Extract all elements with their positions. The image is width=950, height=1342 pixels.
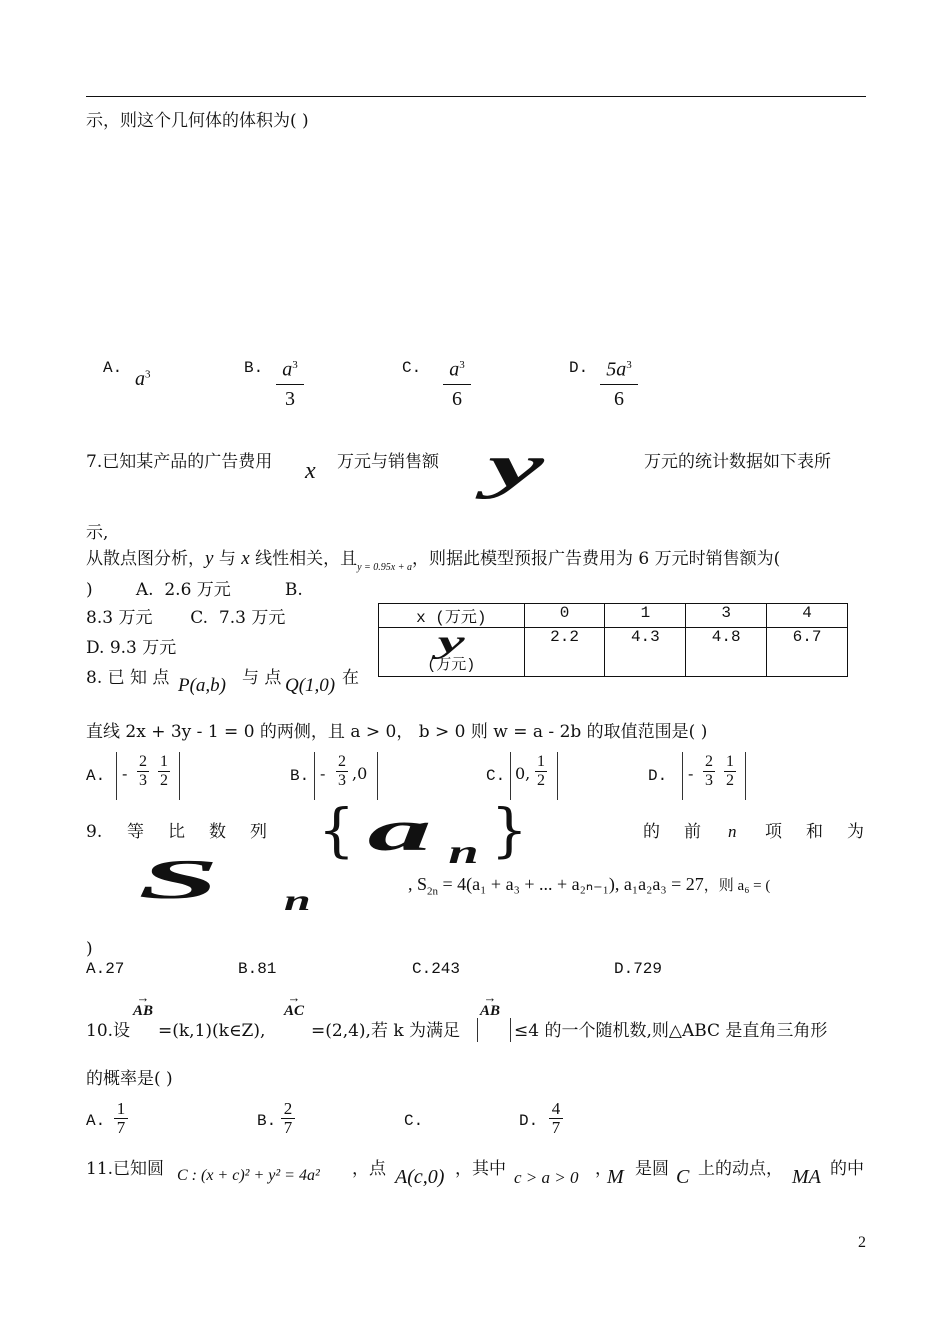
q10-option-c-label: C. (404, 1112, 424, 1130)
q7-text-3: 万元的统计数据如下表所 (644, 452, 831, 472)
page-number: 2 (858, 1234, 866, 1251)
q10-option-b-frac: 2 7 (281, 1100, 295, 1137)
table-cell-y-label: y (万元) (379, 628, 525, 677)
q7-text-line5: 8.3 万元 C. 7.3 万元 (86, 608, 286, 628)
q9-option-a: A.27 (86, 960, 125, 978)
q8-option-a-frac2: 1 2 (160, 753, 168, 789)
q8-option-b-label: B. (290, 767, 310, 785)
q9-char: 和 (806, 822, 823, 842)
q11-text-5: 是圆 (635, 1159, 669, 1179)
q10-vector-ab: → AB (133, 990, 154, 1019)
q7-text-line2: 示, (86, 523, 109, 543)
q10-vector-ac: → AC (284, 990, 305, 1019)
q10-abs-bar-right (510, 1018, 511, 1042)
q8-option-c-left: 0, (515, 764, 531, 783)
q8-option-d-frac2: 1 2 (726, 753, 734, 789)
q11-text-6: 上的动点， (698, 1159, 783, 1179)
q9-char: 9. (86, 822, 103, 842)
q8-option-b-rest: ,0 (352, 764, 368, 783)
q11-text-2: ，点 (352, 1159, 386, 1179)
q6-option-c-fraction: $a^3$ 6 (443, 352, 471, 412)
q9-char: 为 (847, 822, 864, 842)
q8-option-d-minus: - (688, 764, 694, 783)
q6-option-a-label: A. (103, 359, 123, 377)
q6-option-d-fraction: $5a^3$ 6 (600, 352, 638, 412)
q8-text-2: 与 点 (242, 668, 282, 688)
q8-option-c-label: C. (486, 767, 506, 785)
q9-char: n (728, 822, 737, 841)
q8-text-1: 8. 已 知 点 (86, 668, 170, 688)
q10-option-a-label: A. (86, 1112, 106, 1130)
q7-text-2: 万元与销售额 (337, 452, 439, 472)
table-cell: 0 (524, 604, 605, 628)
q9-option-b: B.81 (238, 960, 277, 978)
q10-text-2: 的概率是( ) (86, 1069, 173, 1089)
q9-close-paren: ) (86, 939, 93, 959)
table-cell: 4.8 (686, 628, 767, 677)
q8-option-a-label: A. (86, 767, 106, 785)
q8-option-b-frac: 2 3 (338, 753, 346, 789)
q11-text-7: 的中 (830, 1159, 864, 1179)
q11-text-1: 11.已知圆 (86, 1159, 165, 1179)
table-cell-x-label: x (万元) (379, 604, 525, 628)
q11-point-a: A(c,0) (395, 1166, 445, 1188)
q9-char: 的 (643, 822, 660, 842)
q10-text-1c: =(2,4),若 k 为满足 (311, 1021, 461, 1041)
q8-text-line2: 直线 2x + 3y - 1 = 0 的两侧，且 a > 0， b > 0 则 w = a - 2b 的取值范围是( ) (86, 722, 708, 742)
q6-option-a-expr: $a^3$ (135, 368, 151, 390)
q10-option-d-label: D. (519, 1112, 539, 1130)
table-cell: 1 (605, 604, 686, 628)
q10-vector-ab-abs: → AB (480, 990, 501, 1019)
q9-char: 项 (765, 822, 782, 842)
q9-char: 前 (684, 822, 701, 842)
q11-var-c: C (676, 1166, 690, 1188)
q6-option-b-fraction: $a^3$ 3 (276, 352, 304, 412)
q9-char: 比 (168, 822, 185, 842)
q6-option-d-label: D. (569, 359, 589, 377)
q9-sn-large: S $_n$ (138, 849, 311, 918)
q11-text-3: ，其中 (455, 1159, 506, 1179)
table-row (379, 628, 848, 677)
q8-option-a-frac1: 2 3 (139, 753, 147, 789)
q8-option-b-minus: - (320, 764, 326, 783)
q11-circle-eq: C : (x + c)² + y² = 4a² (177, 1167, 320, 1184)
q8-option-a-minus: - (122, 764, 128, 783)
q7-text-line6: D. 9.3 万元 (86, 638, 177, 658)
q10-text-1b: =(k,1)(k∈Z), (158, 1021, 266, 1041)
q10-option-d-frac: 4 7 (549, 1100, 563, 1137)
q7-text-line3: 从散点图分析，y 与 x 线性相关，且$_{y = 0.95x + a}$，则据此模型预报广告费用为 6 万元时销售额为( (86, 548, 781, 573)
q10-text-1a: 10.设 (86, 1021, 131, 1041)
table-cell: 2.2 (524, 628, 605, 677)
q10-option-b-label: B. (257, 1112, 277, 1130)
q8-option-d-frac1: 2 3 (705, 753, 713, 789)
table-cell: 3 (686, 604, 767, 628)
q8-text-3: 在 (342, 668, 359, 688)
table-cell: 4.3 (605, 628, 686, 677)
q9-condition: , $S_{2n} = 4(a_1 + a_3$ + ... + a₂ₙ₋₁), a₁a₂a₃ = 27，则 a₆ = ( (408, 874, 771, 898)
q10-option-a-frac: 1 7 (114, 1100, 128, 1137)
q7-text-1: 7.已知某产品的广告费用 (86, 452, 273, 472)
q7-var-y-large: y (488, 433, 544, 499)
q8-option-c-frac: 1 2 (537, 753, 545, 789)
q6-option-c-label: C. (402, 359, 422, 377)
q9-option-c: C.243 (412, 960, 461, 978)
q8-point-p: P(a,b) (178, 675, 227, 696)
table-cell: 6.7 (767, 628, 848, 677)
q9-sequence: { a $_n$ } (318, 796, 528, 871)
q11-condition: c > a > 0 (514, 1168, 579, 1187)
q8-point-q: Q(1,0) (285, 675, 336, 696)
q11-text-4: ， (595, 1159, 612, 1179)
q11-var-ma: MA (792, 1166, 821, 1188)
header-rule (86, 96, 866, 97)
q7-text-line4: ) A. 2.6 万元 B. (86, 580, 303, 600)
q7-data-table (378, 603, 848, 677)
q7-var-x: x (305, 458, 316, 484)
q9-option-d: D.729 (614, 960, 663, 978)
q9-char: 列 (250, 822, 267, 842)
q11-var-m: M (607, 1166, 624, 1188)
q9-char: 数 (209, 822, 226, 842)
table-cell: 4 (767, 604, 848, 628)
q9-char: 等 (127, 822, 144, 842)
q8-option-d-label: D. (648, 767, 668, 785)
q10-text-1d: ≤4 的一个随机数,则△ABC 是直角三角形 (514, 1021, 828, 1041)
q6-option-b-label: B. (244, 359, 264, 377)
q6-stem-tail: 示，则这个几何体的体积为( ) (86, 111, 309, 131)
q10-abs-bar-left (477, 1018, 478, 1042)
